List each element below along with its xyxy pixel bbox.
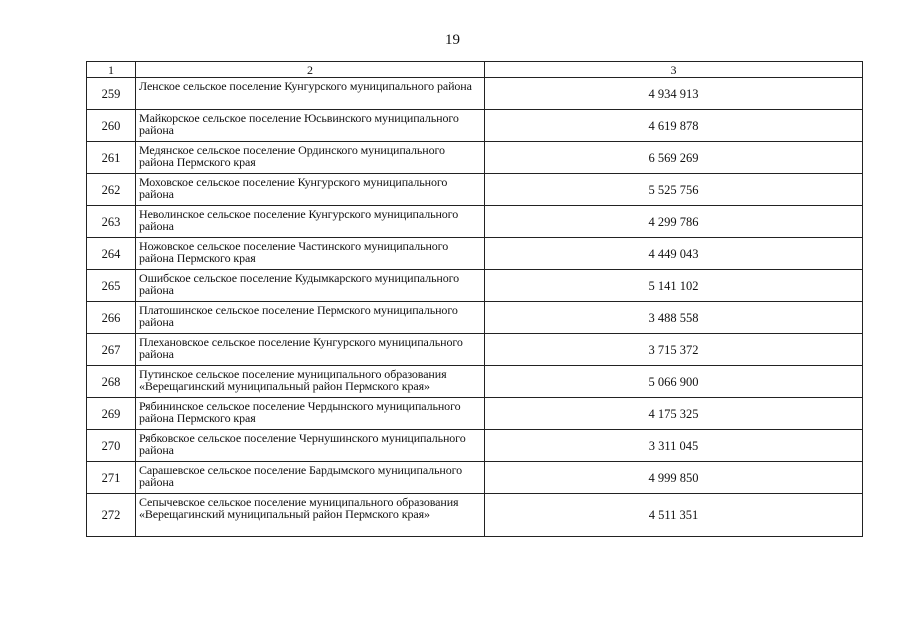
amount-value: 4 511 351 (485, 494, 863, 537)
settlement-name: Ошибское сельское поселение Кудымкарского муниципального района (136, 270, 485, 302)
page-number: 19 (445, 32, 460, 48)
amount-value: 3 488 558 (485, 302, 863, 334)
settlement-name: Моховское сельское поселение Кунгурского муниципального района (136, 174, 485, 206)
amount-value: 4 934 913 (485, 78, 863, 110)
settlement-name: Плехановское сельское поселение Кунгурского муниципального района (136, 334, 485, 366)
settlement-name: Рябковское сельское поселение Чернушинского муниципального района (136, 430, 485, 462)
settlement-name: Ленское сельское поселение Кунгурского муниципального района (136, 78, 485, 110)
settlement-name: Сарашевское сельское поселение Бардымского муниципального района (136, 462, 485, 494)
table-row (87, 398, 863, 430)
row-number: 265 (87, 270, 136, 302)
table-row (87, 366, 863, 398)
row-number: 264 (87, 238, 136, 270)
table-header-row (87, 62, 863, 78)
table-row (87, 334, 863, 366)
table-row (87, 238, 863, 270)
table-row (87, 302, 863, 334)
amount-value: 6 569 269 (485, 142, 863, 174)
table-row (87, 110, 863, 142)
table-row (87, 174, 863, 206)
row-number: 266 (87, 302, 136, 334)
settlement-name: Рябининское сельское поселение Чердынского муниципального района Пермского края (136, 398, 485, 430)
row-number: 270 (87, 430, 136, 462)
table-row (87, 430, 863, 462)
table-row (87, 494, 863, 537)
amount-value: 4 449 043 (485, 238, 863, 270)
row-number: 271 (87, 462, 136, 494)
table-row (87, 78, 863, 110)
settlement-name: Майкорское сельское поселение Юсьвинского муниципального района (136, 110, 485, 142)
header-col-3: 3 (485, 62, 863, 78)
amount-value: 4 999 850 (485, 462, 863, 494)
table-row (87, 270, 863, 302)
table-row (87, 142, 863, 174)
row-number: 263 (87, 206, 136, 238)
amount-value: 4 619 878 (485, 110, 863, 142)
row-number: 268 (87, 366, 136, 398)
settlement-name: Сепычевское сельское поселение муниципального образования «Верещагинский муниципальный район Пермского края» (136, 494, 485, 537)
table-row (87, 206, 863, 238)
amount-value: 3 311 045 (485, 430, 863, 462)
row-number: 272 (87, 494, 136, 537)
row-number: 259 (87, 78, 136, 110)
row-number: 261 (87, 142, 136, 174)
amount-value: 5 525 756 (485, 174, 863, 206)
settlement-name: Платошинское сельское поселение Пермского муниципального района (136, 302, 485, 334)
row-number: 260 (87, 110, 136, 142)
settlement-name: Ножовское сельское поселение Частинского муниципального района Пермского края (136, 238, 485, 270)
amount-value: 4 299 786 (485, 206, 863, 238)
allocation-table (86, 61, 863, 537)
amount-value: 5 066 900 (485, 366, 863, 398)
settlement-name: Путинское сельское поселение муниципального образования «Верещагинский муниципальный район Пермского края» (136, 366, 485, 398)
row-number: 267 (87, 334, 136, 366)
amount-value: 4 175 325 (485, 398, 863, 430)
row-number: 269 (87, 398, 136, 430)
table-row (87, 462, 863, 494)
header-col-2: 2 (136, 62, 485, 78)
settlement-name: Неволинское сельское поселение Кунгурского муниципального района (136, 206, 485, 238)
row-number: 262 (87, 174, 136, 206)
settlement-name: Медянское сельское поселение Ординского муниципального района Пермского края (136, 142, 485, 174)
header-col-1: 1 (87, 62, 136, 78)
amount-value: 5 141 102 (485, 270, 863, 302)
amount-value: 3 715 372 (485, 334, 863, 366)
